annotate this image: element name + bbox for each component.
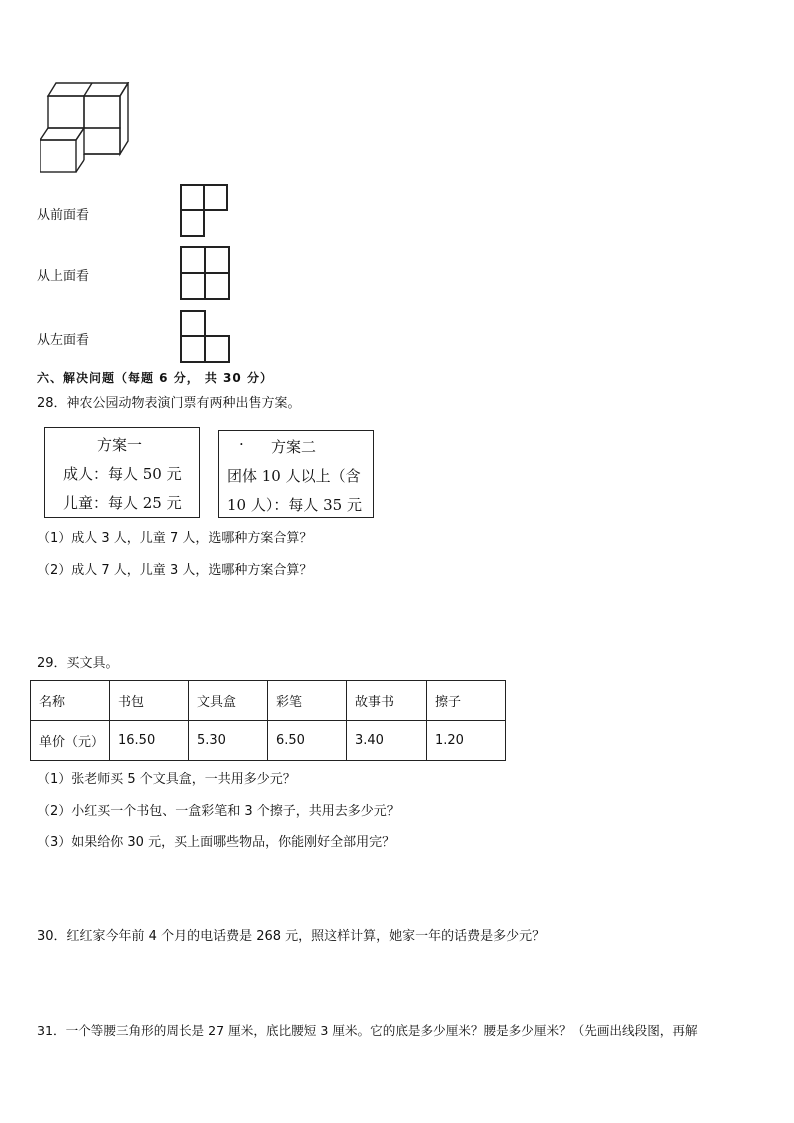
q28-sub2: （2）成人 7 人，儿童 3 人，选哪种方案合算？ [37,563,313,578]
plan-two-line1: 团体 10 人以上（含 [227,467,361,485]
cube-stack-figure [40,82,132,174]
table-cell: 彩笔 [268,681,347,721]
table-cell: 擦子 [427,681,506,721]
view-label-front: 从前面看 [37,208,90,223]
table-row-header [31,681,506,721]
plan-two-box [218,430,374,518]
q30-stem: 30．红红家今年前 4 个月的电话费是 268 元，照这样计算，她家一年的话费是多少元？ [37,929,546,944]
price-table [30,680,506,761]
left-view-diagram [180,310,232,364]
table-cell: 16.50 [110,721,189,761]
q31-stem: 31．一个等腰三角形的周长是 27 厘米，底比腰短 3 厘米。它的底是多少厘米？腰是多少厘米？（先画出线段图，再解 [37,1023,698,1038]
plan-two-line2: 10 人）：每人 35 元 [227,496,362,514]
q29-sub1: （1）张老师买 5 个文具盒，一共用多少元？ [37,772,296,787]
table-cell: 1.20 [427,721,506,761]
plan-one-title: 方案一 [97,436,143,454]
table-cell: 6.50 [268,721,347,761]
table-cell: 故事书 [347,681,427,721]
view-label-left: 从左面看 [37,333,90,348]
section-title: 六、解决问题（每题 6 分， 共 30 分） [37,371,273,385]
q29-stem: 29．买文具。 [37,656,119,671]
front-view-diagram [180,184,230,238]
plan-two-title: 方案二 [271,438,317,456]
table-cell: 5.30 [189,721,268,761]
top-view-diagram [180,246,232,302]
table-cell: 文具盒 [189,681,268,721]
table-row-price [31,721,506,761]
table-cell: 书包 [110,681,189,721]
plan-one-box [44,427,200,518]
view-label-top: 从上面看 [37,269,90,284]
q28-sub1: （1）成人 3 人，儿童 7 人，选哪种方案合算？ [37,531,313,546]
table-cell: 名称 [31,681,110,721]
q29-sub3: （3）如果给你 30 元，买上面哪些物品，你能刚好全部用完？ [37,835,396,850]
q29-sub2: （2）小红买一个书包、一盒彩笔和 3 个擦子，共用去多少元？ [37,804,400,819]
table-cell: 3.40 [347,721,427,761]
plan-one-child: 儿童：每人 25 元 [63,494,182,512]
q28-stem: 28．神农公园动物表演门票有两种出售方案。 [37,396,301,411]
plan-two-dot: · [239,435,244,453]
table-cell: 单价（元） [31,721,110,761]
plan-one-adult: 成人：每人 50 元 [63,465,182,483]
